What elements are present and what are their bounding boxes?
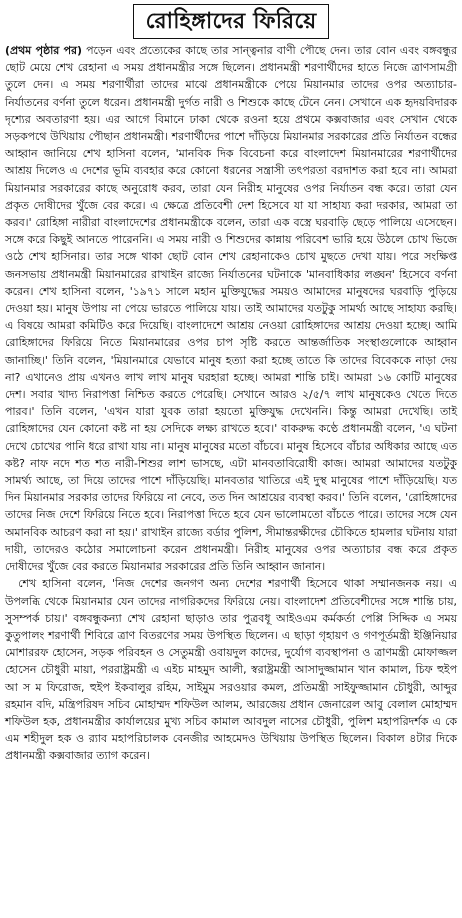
article-body <box>5 42 457 765</box>
paragraph-2-text: শেখ হাসিনা বলেন, 'নিজ দেশের জনগণ অন্য দেশের শরণার্থী হিসেবে থাকা সম্মানজনক নয়। এ উপলব্ধি থেকে মিয়ানমার যেন তাদের নাগরিকদের ফিরিয়ে নেয়। বাংলাদেশ প্রতিবেশীদের সঙ্গে শান্তি চায়, সুসম্পর্ক চায়।' বঙ্গবন্ধুকন্যা শেখ রেহানা ছাড়াও তার পুত্রবধূ আইওএম কর্মকর্তা পেপ্পি সিদ্দিক এ সময় কুতুপালং শরণার্থী শিবিরে ত্রাণ বিতরণের সময় উপস্থিত ছিলেন। এ ছাড়া গৃহায়ণ ও গণপূর্তমন্ত্রী ইঞ্জিনিয়ার মোশাররফ হোসেন, সড়ক পরিবহন ও সেতুমন্ত্রী ওবায়দুল কাদের, দুর্যোগ ব্যবস্থাপনা ও ত্রাণমন্ত্রী মোফাজ্জল হোসেন চৌধুরী মায়া, পররাষ্ট্রমন্ত্রী এ এইচ মাহমুদ আলী, স্বরাষ্ট্রমন্ত্রী আসাদুজ্জামান খান কামাল, চিফ হুইপ আ স ম ফিরোজ, হুইপ ইকবালুর রহিম, সাইমুম সরওয়ার কমল, প্রতিমন্ত্রী সাইফুজ্জামান চৌধুরী, আব্দুর রহমান বদি, মন্ত্রিপরিষদ সচিব মোহাম্মদ শফিউল আলম, আরজেয় প্রধান জেনারেল আবু বেলাল মোহাম্মদ শফিউল হক, প্রধানমন্ত্রীর কার্যালয়ের মুখ্য সচিব কামাল আবদুল নাসের চৌধুরী, পুলিশ মহাপরিদর্শক এ কে এম শহীদুল হক ও র‍্যাব মহাপরিচালক বেনজীর আহমেদও উখিয়ায় উপস্থিত ছিলেন। বিকাল ৪টার দিকে প্রধানমন্ত্রী কক্সবাজার ত্যাগ করেন। <box>5 577 457 763</box>
paragraph-2 <box>5 575 457 764</box>
continuation-kicker: (প্রথম পৃষ্ঠার পর) <box>5 44 83 57</box>
headline: রোহিঙ্গাদের ফিরিয়ে <box>133 4 330 39</box>
paragraph-1-text: পড়েন এবং প্রত্যেকের কাছে তার সান্ত্বনার বাণী পৌছে দেন। তার বোন এবং বঙ্গবন্ধুর ছোট মেয়ে শেখ রেহানা এ সময় প্রধানমন্ত্রীর সঙ্গে ছিলেন। প্রধানমন্ত্রী শরণার্থীদের হাতে নিজে ত্রাণসামগ্রী তুলে দেন। এ সময় শরণার্থীরা তাদের মাঝে প্রধানমন্ত্রীকে পেয়ে মিয়ানমার তাদের ওপর অত্যাচার-নির্যাতনের বর্ণনা তুলে ধরেন। প্রধানমন্ত্রী দুর্গত নারী ও শিশুকে কাছে টেনে নেন। সেখানে এক হৃদয়বিদারক দৃশ্যের অবতারণা হয়। এর আগে বিমানে ঢাকা থেকে রওনা হয়ে প্রথমে কক্সবাজার এবং সেখান থেকে সড়কপথে উখিয়ায় পৌছান প্রধানমন্ত্রী। শরণার্থীদের পাশে দাঁড়িয়ে মিয়ানমার সরকারের প্রতি নির্যাতন বন্ধের আহ্বান জানিয়ে শেখ হাসিনা বলেন, 'মানবিক দিক বিবেচনা করে বাংলাদেশ মিয়ানমারের শরণার্থীদের আশ্রয় দিলেও এ দেশের ভূমি ব্যবহার করে কোনো ধরনের সন্ত্রাসী তৎপরতা বরদাশত করা হবে না। আমরা মিয়ানমার সরকারের কাছে অনুরোধ করব, তারা যেন নিরীহ মানুষের ওপর নির্যাতন বন্ধ করে। তারা যেন প্রকৃত দোষীদের খুঁজে বের করে। এ ক্ষেত্রে প্রতিবেশী দেশ হিসেবে যা যা সাহায্য করা দরকার, আমরা তা করব।' রোহিঙ্গা নারীরা বাংলাদেশের প্রধানমন্ত্রীকে বলেন, তারা এক বস্ত্রে ঘরবাড়ি ছেড়ে পালিয়ে এসেছেন। সঙ্গে করে কিছুই আনতে পারেননি। এ সময় নারী ও শিশুদের কান্নায় পরিবেশ ভারি হয়ে উঠলে চোখ ভিজে ওঠে শেখ হাসিনার। তার সঙ্গে থাকা ছোট বোন শেখ রেহানাকেও চোখ মুছতে দেখা যায়। পরে সংক্ষিপ্ত জনসভায় প্রধানমন্ত্রী মিয়ানমারের রাখাইন রাজ্যে নির্যাতনের ঘটনাকে 'মানবাধিকার লঙ্ঘন' হিসেবে বর্ণনা করেন। শেখ হাসিনা বলেন, '১৯৭১ সালে মহান মুক্তিযুদ্ধের সময়ও আমাদের মানুষদের ঘরবাড়ি পুড়িয়ে দেওয়া হয়। মানুষ উপায় না পেয়ে ভারতে পালিয়ে যায়। তাই আমাদের যতটুকু সামর্থ্য আছে সাহায্য করছি। এ বিষয়ে আমরা কমিটিও করে দিয়েছি। বাংলাদেশে আশ্রয় নেওয়া রোহিঙ্গাদের আশ্রয় দেওয়া হচ্ছে। আমি রোহিঙ্গাদের ফিরিয়ে নিতে মিয়ানমারের ওপর চাপ সৃষ্টি করতে আন্তর্জাতিক সংস্থাগুলোকে আহ্বান জানাচ্ছি।' তিনি বলেন, 'মিয়ানমারে যেভাবে মানুষ হত্যা করা হচ্ছে তাতে কি তাদের বিবেককে নাড়া দেয় না? এখানেও প্রায় এখনও লাখ লাখ মানুষ ঘরহারা হচ্ছে। আমরা শান্তি চাই। আমরা ১৬ কোটি মানুষের দেশ। সবার খাদ্য নিরাপত্তা নিশ্চিত করতে পেরেছি। সেখানে আরও ২/৫/৭ লাখ মানুষকেও খেতে দিতে পারব।' তিনি বলেন, 'এখন যারা যুবক তারা হয়তো মুক্তিযুদ্ধ দেখেননি। কিন্তু আমরা দেখেছি। তাই রোহিঙ্গাদের যেন কোনো কষ্ট না হয় সেদিকে লক্ষ্য রাখতে হবে।' বাকরুদ্ধ কণ্ঠে প্রধানমন্ত্রী বলেন, 'এ ঘটনা দেখে চোখের পানি ধরে রাখা যায় না। মানুষ মানুষের মতো বাঁচবে। মানুষ হিসেবে বাঁচার অধিকার আছে এত কষ্ট? নাফ নদে শত শত নারী-শিশুর লাশ ভাসছে, এটা মানবতাবিরোধী কাজ। আমরা আমাদের যতটুকু সামর্থ্য আছে, তা দিয়ে তাদের পাশে দাঁড়িয়েছি। মানবতার খাতিরে এই দুস্থ মানুষের পাশে দাঁড়িয়েছি। যত দিন মিয়ানমার সরকার তাদের ফিরিয়ে না নেবে, তত দিন আশ্রয়ের ব্যবস্থা করব।' তিনি বলেন, 'রোহিঙ্গাদের তাদের নিজ দেশে ফিরিয়ে নিতে হবে। নিরাপত্তা দিতে হবে যেন ভালোমতো বাঁচতে পারে। তাদের সঙ্গে যেন অমানবিক আচরণ করা না হয়।' রাখাইন রাজ্যে বর্ডার পুলিশ, সীমান্তরক্ষীদের চৌকিতে হামলার ঘটনায় যারা দায়ী, তাদেরও কঠোর সমালোচনা করেন প্রধানমন্ত্রী। নিরীহ মানুষের ওপর অত্যাচার বন্ধ করে প্রকৃত দোষীদের খুঁজে বের করতে মিয়ানমার সরকারের প্রতি তিনি আহ্বান জানান। <box>5 44 457 574</box>
headline-container <box>5 4 457 40</box>
paragraph-1 <box>5 42 457 575</box>
